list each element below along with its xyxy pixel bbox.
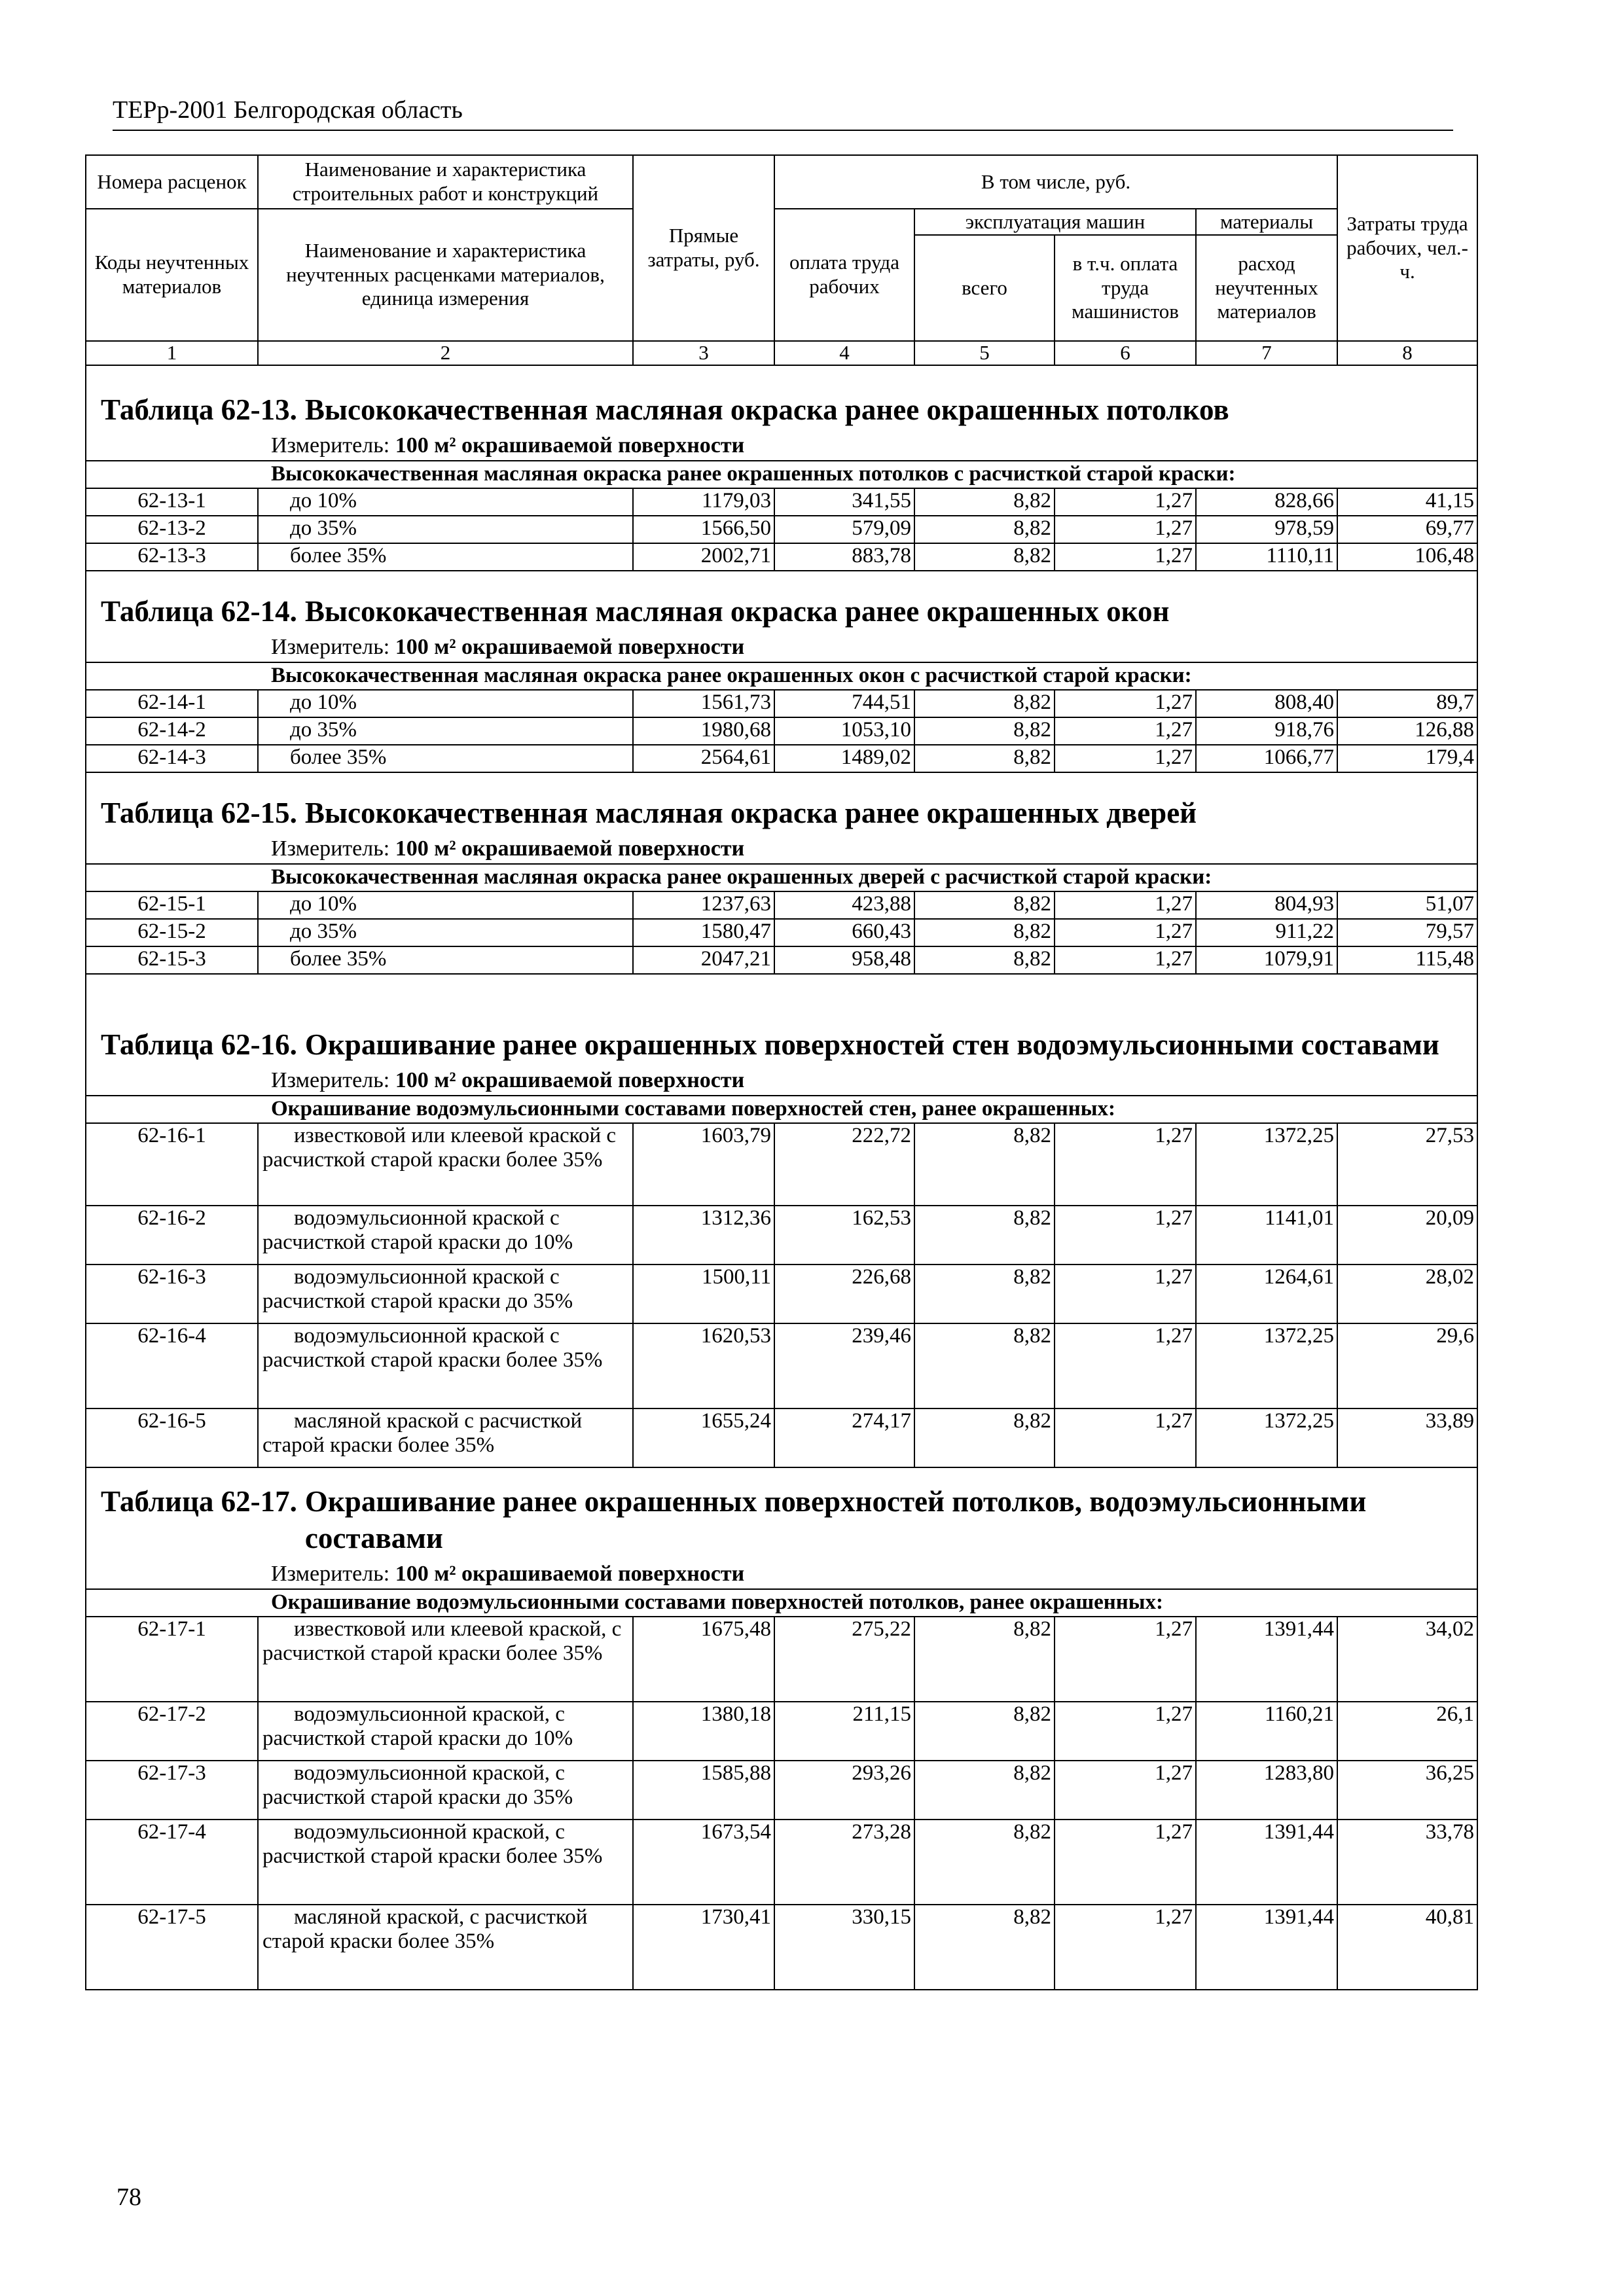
rate-name: до 10% [258, 690, 633, 717]
machine-operators: 1,27 [1055, 1206, 1196, 1265]
machine-operators: 1,27 [1055, 919, 1196, 946]
wages: 423,88 [774, 891, 914, 919]
rate-name: известковой или клеевой краской, с расчисткой старой краски более 35% [258, 1617, 633, 1702]
section-measure-row [86, 1560, 1477, 1589]
direct-costs: 2047,21 [633, 946, 774, 974]
header-row-1 [86, 155, 1477, 209]
machines-total: 8,82 [914, 1408, 1055, 1467]
machines-total: 8,82 [914, 1702, 1055, 1761]
wages: 883,78 [774, 543, 914, 571]
section-title-row [86, 571, 1477, 633]
machine-operators: 1,27 [1055, 1408, 1196, 1467]
rate-name: до 10% [258, 488, 633, 516]
section-measure [86, 1560, 1477, 1588]
machine-operators: 1,27 [1055, 516, 1196, 543]
rate-name: водоэмульсионной краской, с расчисткой старой краски до 35% [258, 1761, 633, 1820]
rate-code: 62-16-4 [86, 1323, 258, 1408]
labor-costs: 27,53 [1337, 1123, 1477, 1206]
document-title: ТЕРр-2001 Белгородская область [113, 96, 463, 124]
section-measure-cell [86, 633, 1477, 662]
wages: 273,28 [774, 1820, 914, 1905]
section-title-text: Высококачественная масляная окраска ранее окрашенных окон [304, 595, 1170, 628]
section-subheading: Окрашивание водоэмульсионными составами поверхностей потолков, ранее окрашенных: [86, 1589, 1477, 1617]
table-row [86, 1617, 1477, 1702]
machines-total: 8,82 [914, 1265, 1055, 1323]
rate-code: 62-16-2 [86, 1206, 258, 1265]
direct-costs: 1620,53 [633, 1323, 774, 1408]
rate-name: более 35% [258, 745, 633, 772]
direct-costs: 1730,41 [633, 1905, 774, 1990]
column-number: 1 [86, 341, 258, 365]
section-subheading: Окрашивание водоэмульсионными составами поверхностей стен, ранее окрашенных: [86, 1096, 1477, 1123]
section-measure-cell [86, 431, 1477, 461]
section-measure-cell [86, 1066, 1477, 1096]
column-numbers-row [86, 341, 1477, 365]
machines-total: 8,82 [914, 1123, 1055, 1206]
machine-operators: 1,27 [1055, 1123, 1196, 1206]
section-title-cell [86, 974, 1477, 1066]
labor-costs: 33,78 [1337, 1820, 1477, 1905]
materials: 1391,44 [1196, 1617, 1337, 1702]
machine-operators: 1,27 [1055, 717, 1196, 745]
wages: 330,15 [774, 1905, 914, 1990]
table-row [86, 690, 1477, 717]
rate-name: водоэмульсионной краской, с расчисткой старой краски более 35% [258, 1820, 633, 1905]
materials: 1160,21 [1196, 1702, 1337, 1761]
wages: 579,09 [774, 516, 914, 543]
section-subheading-row [86, 662, 1477, 690]
rates-table [85, 154, 1478, 1990]
machine-operators: 1,27 [1055, 1323, 1196, 1408]
direct-costs: 1675,48 [633, 1617, 774, 1702]
wages: 660,43 [774, 919, 914, 946]
column-number: 8 [1337, 341, 1477, 365]
col-header-wages: оплата труда рабочих [774, 209, 914, 341]
section-title-text: Высококачественная масляная окраска ранее окрашенных дверей [304, 797, 1197, 830]
table-row [86, 1761, 1477, 1820]
rate-code: 62-16-5 [86, 1408, 258, 1467]
machines-total: 8,82 [914, 1617, 1055, 1702]
table-row [86, 1265, 1477, 1323]
section-title-cell [86, 365, 1477, 431]
section-title [86, 1483, 1477, 1560]
wages: 222,72 [774, 1123, 914, 1206]
wages: 1053,10 [774, 717, 914, 745]
section-measure-row [86, 834, 1477, 864]
materials: 1372,25 [1196, 1323, 1337, 1408]
wages: 341,55 [774, 488, 914, 516]
table-row [86, 1323, 1477, 1408]
materials: 1141,01 [1196, 1206, 1337, 1265]
direct-costs: 1561,73 [633, 690, 774, 717]
labor-costs: 51,07 [1337, 891, 1477, 919]
rate-name: водоэмульсионной краской с расчисткой старой краски более 35% [258, 1323, 633, 1408]
labor-costs: 29,6 [1337, 1323, 1477, 1408]
machine-operators: 1,27 [1055, 1761, 1196, 1820]
section-measure [86, 834, 1477, 863]
direct-costs: 1500,11 [633, 1265, 774, 1323]
machine-operators: 1,27 [1055, 1702, 1196, 1761]
section-number: Таблица 62-14. [101, 595, 297, 628]
machines-total: 8,82 [914, 488, 1055, 516]
header-rule [113, 130, 1453, 131]
rate-name: известковой или клеевой краской с расчисткой старой краски более 35% [258, 1123, 633, 1206]
wages: 1489,02 [774, 745, 914, 772]
machine-operators: 1,27 [1055, 1905, 1196, 1990]
machine-operators: 1,27 [1055, 488, 1196, 516]
rate-code: 62-13-2 [86, 516, 258, 543]
measure-value: 100 м² окрашиваемой поверхности [395, 433, 745, 457]
rate-name: масляной краской, с расчисткой старой краски более 35% [258, 1905, 633, 1990]
direct-costs: 2002,71 [633, 543, 774, 571]
measure-label: Измеритель: [271, 1067, 390, 1092]
materials: 1283,80 [1196, 1761, 1337, 1820]
rate-code: 62-17-4 [86, 1820, 258, 1905]
measure-value: 100 м² окрашиваемой поверхности [395, 1561, 745, 1586]
table-row [86, 1702, 1477, 1761]
section-title-cell [86, 1467, 1477, 1560]
rate-name: водоэмульсионной краской, с расчисткой старой краски до 10% [258, 1702, 633, 1761]
table-row [86, 1408, 1477, 1467]
section-subheading-row [86, 461, 1477, 488]
rate-code: 62-13-1 [86, 488, 258, 516]
col-header-machines: эксплуатация машин [914, 209, 1196, 235]
table-row [86, 1206, 1477, 1265]
measure-label: Измеритель: [271, 634, 390, 659]
section-subheading-row [86, 1589, 1477, 1617]
section-measure-row [86, 1066, 1477, 1096]
measure-value: 100 м² окрашиваемой поверхности [395, 836, 745, 861]
labor-costs: 33,89 [1337, 1408, 1477, 1467]
machines-total: 8,82 [914, 690, 1055, 717]
materials: 911,22 [1196, 919, 1337, 946]
measure-value: 100 м² окрашиваемой поверхности [395, 634, 745, 659]
labor-costs: 26,1 [1337, 1702, 1477, 1761]
measure-label: Измеритель: [271, 433, 390, 457]
materials: 978,59 [1196, 516, 1337, 543]
machines-total: 8,82 [914, 543, 1055, 571]
rate-name: водоэмульсионной краской с расчисткой старой краски до 35% [258, 1265, 633, 1323]
machines-total: 8,82 [914, 1761, 1055, 1820]
table-row [86, 919, 1477, 946]
section-number: Таблица 62-17. [101, 1485, 297, 1518]
wages: 239,46 [774, 1323, 914, 1408]
section-number: Таблица 62-13. [101, 393, 297, 427]
col-header-unaccounted-materials: расход неучтенных материалов [1196, 235, 1337, 341]
machine-operators: 1,27 [1055, 946, 1196, 974]
col-header-machine-operators: в т.ч. оплата труда машинистов [1055, 235, 1196, 341]
rate-code: 62-17-3 [86, 1761, 258, 1820]
section-title-cell [86, 772, 1477, 834]
col-header-material-codes: Коды неучтенных материалов [86, 209, 258, 341]
rate-name: до 35% [258, 717, 633, 745]
machines-total: 8,82 [914, 745, 1055, 772]
section-subheading: Высококачественная масляная окраска ранее окрашенных потолков с расчисткой старой краски: [86, 461, 1477, 488]
table-row [86, 717, 1477, 745]
direct-costs: 1237,63 [633, 891, 774, 919]
wages: 744,51 [774, 690, 914, 717]
col-header-direct-costs: Прямые затраты, руб. [633, 155, 774, 341]
materials: 808,40 [1196, 690, 1337, 717]
measure-label: Измеритель: [271, 836, 390, 861]
section-title-row [86, 974, 1477, 1066]
labor-costs: 41,15 [1337, 488, 1477, 516]
wages: 293,26 [774, 1761, 914, 1820]
materials: 1264,61 [1196, 1265, 1337, 1323]
table-row [86, 1820, 1477, 1905]
wages: 275,22 [774, 1617, 914, 1702]
col-header-machines-total: всего [914, 235, 1055, 341]
direct-costs: 1980,68 [633, 717, 774, 745]
materials: 1391,44 [1196, 1905, 1337, 1990]
header-row-2 [86, 209, 1477, 235]
rate-code: 62-14-1 [86, 690, 258, 717]
column-number: 3 [633, 341, 774, 365]
materials: 1110,11 [1196, 543, 1337, 571]
machines-total: 8,82 [914, 919, 1055, 946]
direct-costs: 1179,03 [633, 488, 774, 516]
materials: 1079,91 [1196, 946, 1337, 974]
labor-costs: 36,25 [1337, 1761, 1477, 1820]
labor-costs: 20,09 [1337, 1206, 1477, 1265]
table-row [86, 1123, 1477, 1206]
section-title-text: Окрашивание ранее окрашенных поверхностей потолков, водоэмульсионными составами [304, 1485, 1367, 1555]
table-row [86, 745, 1477, 772]
col-header-including: В том числе, руб. [774, 155, 1337, 209]
rate-code: 62-14-3 [86, 745, 258, 772]
col-header-rate-numbers: Номера расценок [86, 155, 258, 209]
direct-costs: 1566,50 [633, 516, 774, 543]
materials: 828,66 [1196, 488, 1337, 516]
wages: 211,15 [774, 1702, 914, 1761]
table-row [86, 891, 1477, 919]
table-row [86, 516, 1477, 543]
rate-code: 62-15-2 [86, 919, 258, 946]
section-number: Таблица 62-16. [101, 1028, 297, 1062]
table-row [86, 488, 1477, 516]
section-subheading: Высококачественная масляная окраска ранее окрашенных окон с расчисткой старой краски: [86, 662, 1477, 690]
rate-name: более 35% [258, 543, 633, 571]
machine-operators: 1,27 [1055, 1617, 1196, 1702]
labor-costs: 69,77 [1337, 516, 1477, 543]
section-title-row [86, 1467, 1477, 1560]
section-subheading-row [86, 864, 1477, 891]
machines-total: 8,82 [914, 1905, 1055, 1990]
labor-costs: 79,57 [1337, 919, 1477, 946]
wages: 162,53 [774, 1206, 914, 1265]
rate-code: 62-13-3 [86, 543, 258, 571]
labor-costs: 126,88 [1337, 717, 1477, 745]
column-number: 6 [1055, 341, 1196, 365]
section-title [86, 795, 1477, 834]
rate-code: 62-17-2 [86, 1702, 258, 1761]
labor-costs: 179,4 [1337, 745, 1477, 772]
machines-total: 8,82 [914, 1323, 1055, 1408]
labor-costs: 106,48 [1337, 543, 1477, 571]
machines-total: 8,82 [914, 717, 1055, 745]
direct-costs: 1580,47 [633, 919, 774, 946]
section-measure-row [86, 431, 1477, 461]
section-measure-cell [86, 1560, 1477, 1589]
section-title-row [86, 365, 1477, 431]
rate-code: 62-17-1 [86, 1617, 258, 1702]
materials: 1066,77 [1196, 745, 1337, 772]
direct-costs: 1380,18 [633, 1702, 774, 1761]
direct-costs: 2564,61 [633, 745, 774, 772]
rate-code: 62-14-2 [86, 717, 258, 745]
rate-code: 62-15-1 [86, 891, 258, 919]
labor-costs: 115,48 [1337, 946, 1477, 974]
section-title-cell [86, 571, 1477, 633]
section-measure [86, 431, 1477, 460]
wages: 226,68 [774, 1265, 914, 1323]
column-number: 5 [914, 341, 1055, 365]
section-measure-cell [86, 834, 1477, 864]
labor-costs: 34,02 [1337, 1617, 1477, 1702]
col-header-labor: Затраты труда рабочих, чел.-ч. [1337, 155, 1477, 341]
materials: 1391,44 [1196, 1820, 1337, 1905]
direct-costs: 1585,88 [633, 1761, 774, 1820]
section-measure [86, 1066, 1477, 1095]
col-header-materials: материалы [1196, 209, 1337, 235]
labor-costs: 40,81 [1337, 1905, 1477, 1990]
wages: 958,48 [774, 946, 914, 974]
rate-code: 62-17-5 [86, 1905, 258, 1990]
materials: 1372,25 [1196, 1123, 1337, 1206]
labor-costs: 89,7 [1337, 690, 1477, 717]
table-row [86, 1905, 1477, 1990]
rate-name: более 35% [258, 946, 633, 974]
rate-code: 62-16-1 [86, 1123, 258, 1206]
col-header-material-names: Наименование и характеристика неучтенных расценками материалов, единица измерения [258, 209, 633, 341]
rate-code: 62-16-3 [86, 1265, 258, 1323]
measure-value: 100 м² окрашиваемой поверхности [395, 1067, 745, 1092]
machine-operators: 1,27 [1055, 1820, 1196, 1905]
machines-total: 8,82 [914, 946, 1055, 974]
wages: 274,17 [774, 1408, 914, 1467]
rate-name: водоэмульсионной краской с расчисткой старой краски до 10% [258, 1206, 633, 1265]
machines-total: 8,82 [914, 1206, 1055, 1265]
direct-costs: 1312,36 [633, 1206, 774, 1265]
section-measure-row [86, 633, 1477, 662]
section-title-row [86, 772, 1477, 834]
rate-name: масляной краской с расчисткой старой краски более 35% [258, 1408, 633, 1467]
page-number: 78 [117, 2183, 141, 2211]
section-subheading: Высококачественная масляная окраска ранее окрашенных дверей с расчисткой старой краски: [86, 864, 1477, 891]
rate-code: 62-15-3 [86, 946, 258, 974]
column-number: 2 [258, 341, 633, 365]
section-title-text: Высококачественная масляная окраска ранее окрашенных потолков [304, 393, 1229, 427]
table-row [86, 543, 1477, 571]
direct-costs: 1655,24 [633, 1408, 774, 1467]
section-subheading-row [86, 1096, 1477, 1123]
direct-costs: 1673,54 [633, 1820, 774, 1905]
rate-name: до 35% [258, 516, 633, 543]
section-title-text: Окрашивание ранее окрашенных поверхностей стен водоэмульсионными составами [304, 1028, 1439, 1062]
machines-total: 8,82 [914, 891, 1055, 919]
machine-operators: 1,27 [1055, 1265, 1196, 1323]
materials: 804,93 [1196, 891, 1337, 919]
materials: 918,76 [1196, 717, 1337, 745]
measure-label: Измеритель: [271, 1561, 390, 1586]
materials: 1372,25 [1196, 1408, 1337, 1467]
machines-total: 8,82 [914, 1820, 1055, 1905]
machine-operators: 1,27 [1055, 543, 1196, 571]
section-title [86, 391, 1477, 431]
table-row [86, 946, 1477, 974]
section-title [86, 593, 1477, 632]
col-header-work-name: Наименование и характеристика строительных работ и конструкций [258, 155, 633, 209]
column-number: 4 [774, 341, 914, 365]
machines-total: 8,82 [914, 516, 1055, 543]
direct-costs: 1603,79 [633, 1123, 774, 1206]
rate-name: до 10% [258, 891, 633, 919]
machine-operators: 1,27 [1055, 891, 1196, 919]
section-number: Таблица 62-15. [101, 797, 297, 830]
section-title [86, 1026, 1477, 1066]
section-measure [86, 633, 1477, 662]
rate-name: до 35% [258, 919, 633, 946]
machine-operators: 1,27 [1055, 690, 1196, 717]
labor-costs: 28,02 [1337, 1265, 1477, 1323]
machine-operators: 1,27 [1055, 745, 1196, 772]
column-number: 7 [1196, 341, 1337, 365]
